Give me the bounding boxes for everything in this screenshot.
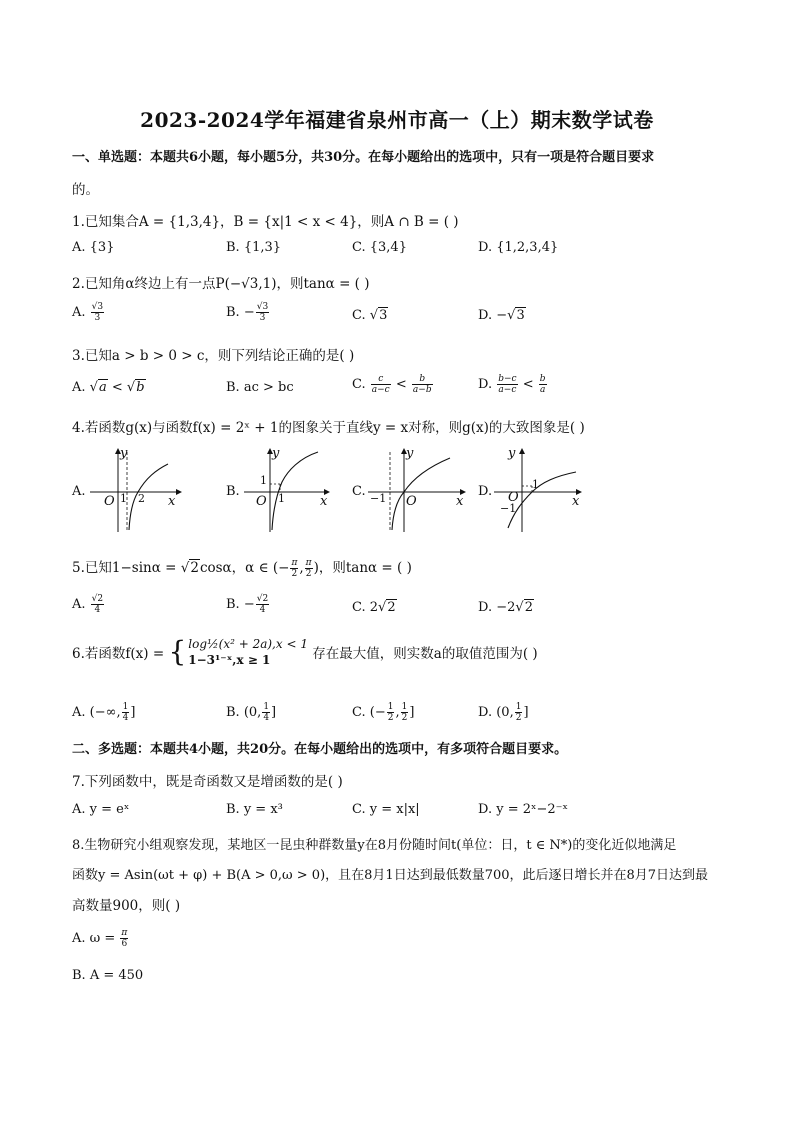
q6-d-frac bbox=[515, 702, 523, 723]
q4-d-tick-x1: 1 bbox=[532, 478, 539, 491]
q4-graph-c bbox=[352, 446, 472, 536]
q3-d-lt: < bbox=[522, 377, 534, 392]
q6-b-text: (0, bbox=[243, 705, 262, 720]
q2-a-fraction bbox=[91, 302, 104, 323]
q5-stem bbox=[72, 556, 412, 579]
q6-c-den1: 2 bbox=[387, 713, 394, 723]
q6-c-text: (− bbox=[369, 705, 386, 720]
q2-d-root: √3 bbox=[507, 308, 525, 323]
q3-c-label: C. bbox=[352, 377, 366, 392]
q8-line3: 高数量900，则( ) bbox=[72, 898, 181, 914]
q6-c-mid: , bbox=[395, 705, 400, 720]
q6-row1: log½(x² + 2a),x < 1 bbox=[188, 637, 308, 651]
q1-option-c: C. {3,4} bbox=[352, 240, 407, 255]
q6-b-num: 1 bbox=[263, 702, 270, 712]
q2-a-den: 3 bbox=[94, 313, 101, 323]
q7-option-a: A. y = eˣ bbox=[72, 802, 130, 817]
q4-c-tick1: −1 bbox=[370, 492, 387, 505]
section1-header-tail: 的。 bbox=[72, 182, 99, 198]
q6-c-frac2 bbox=[401, 702, 409, 723]
q3-option-c bbox=[352, 374, 434, 395]
q6-option-c bbox=[352, 702, 414, 723]
q6-c-end: ] bbox=[409, 705, 415, 720]
q2-b-num: √3 bbox=[256, 302, 269, 312]
q3-c-frac2 bbox=[412, 374, 433, 395]
q3-option-a bbox=[72, 380, 146, 395]
q7-stem: 7.下列函数中，既是奇函数又是增函数的是( ) bbox=[72, 774, 343, 790]
q4-d-y-arrow bbox=[519, 448, 525, 454]
q4-d-y-label: y bbox=[508, 446, 516, 461]
q3-d-label: D. bbox=[478, 377, 493, 392]
q3-c-lt: < bbox=[395, 377, 407, 392]
q5-c-label: C. bbox=[352, 600, 366, 615]
q3-d-n1: b−c bbox=[498, 374, 517, 384]
section2-header: 二、多选题：本题共4小题，共20分。在每小题给出的选项中，有多项符合题目要求。 bbox=[72, 742, 568, 757]
q4-graph-a-label: A. bbox=[72, 484, 86, 499]
q4-graph-b-svg bbox=[226, 446, 336, 536]
q5-d-coef: −2 bbox=[496, 600, 516, 615]
q2-c-root: √3 bbox=[369, 308, 388, 323]
q3-d-frac2 bbox=[539, 374, 547, 395]
q2-d-label: D. bbox=[478, 308, 493, 323]
q5-b-num: √2 bbox=[256, 594, 269, 604]
q4-c-x-label: x bbox=[456, 494, 464, 509]
q3-a-root2: √b bbox=[126, 380, 145, 395]
q6-a-text: (−∞, bbox=[89, 705, 121, 720]
q7-option-c: C. y = x|x| bbox=[352, 802, 420, 817]
q1-stem: 1.已知集合A = {1,3,4}，B = {x|1 < x < 4}，则A ∩ B = ( ) bbox=[72, 214, 459, 230]
q4-b-tick-x1: 1 bbox=[278, 492, 285, 505]
q5-c-coef: 2 bbox=[369, 600, 379, 615]
q5-a-label: A. bbox=[72, 597, 86, 612]
q6-stem-pre: 6.若函数f(x) = bbox=[72, 646, 165, 662]
q2-d-radicand: 3 bbox=[516, 308, 525, 323]
q5-stem-post: )，则tanα = ( ) bbox=[313, 560, 412, 576]
q4-graph-b-label: B. bbox=[226, 484, 240, 499]
q3-a-radicand2: b bbox=[136, 380, 145, 395]
q5-option-d bbox=[478, 600, 534, 615]
q2-stem: 2.已知角α终边上有一点P(−√3,1)，则tanα = ( ) bbox=[72, 276, 370, 292]
q6-a-frac bbox=[122, 702, 130, 723]
q4-a-tick2: 2 bbox=[138, 492, 145, 505]
q5-a-den: 4 bbox=[94, 605, 101, 615]
q4-graph-d-label: D. bbox=[478, 484, 493, 499]
q8-a-num: π bbox=[121, 928, 128, 938]
q6-row2: 1−3¹⁻ˣ,x ≥ 1 bbox=[188, 653, 271, 667]
q5-option-c bbox=[352, 600, 397, 615]
q2-option-b bbox=[226, 302, 270, 323]
q6-option-b bbox=[226, 702, 276, 723]
q2-d-sign: − bbox=[496, 308, 508, 323]
q6-stem-post: 存在最大值，则实数a的取值范围为( ) bbox=[312, 646, 538, 662]
q4-c-curve bbox=[392, 458, 450, 530]
q6-a-label: A. bbox=[72, 705, 86, 720]
q6-b-frac bbox=[262, 702, 270, 723]
q3-c-n1: c bbox=[371, 374, 391, 385]
q6-b-den: 4 bbox=[263, 713, 270, 723]
q6-d-label: D. bbox=[478, 705, 493, 720]
q1-option-d: D. {1,2,3,4} bbox=[478, 240, 559, 255]
q4-b-y-label: y bbox=[272, 446, 280, 461]
q3-a-radicand1: a bbox=[98, 380, 107, 395]
q3-d-d1: a−c bbox=[498, 385, 517, 395]
q6-b-end: ] bbox=[271, 705, 277, 720]
q8-option-b: B. A = 450 bbox=[72, 968, 144, 983]
section1-header: 一、单选题：本题共6小题，每小题5分，共30分。在每小题给出的选项中，只有一项是符合题目要求 bbox=[72, 150, 655, 165]
q8-line1: 8.生物研究小组观察发现，某地区一昆虫种群数量y在8月份随时间t(单位：日，t ∈ N*)的变化近似地满足 bbox=[72, 838, 677, 853]
q4-b-origin: O bbox=[256, 494, 267, 509]
q4-a-x-arrow bbox=[176, 489, 182, 495]
q6-piecewise bbox=[188, 636, 308, 668]
q6-d-end: ] bbox=[523, 705, 529, 720]
q6-c-frac1 bbox=[387, 702, 395, 723]
q8-a-den: 6 bbox=[121, 939, 128, 949]
q3-a-lt: < bbox=[111, 380, 123, 395]
q4-graph-b bbox=[226, 446, 336, 536]
q3-d-n2: b bbox=[539, 374, 546, 384]
q4-a-tick1: 1 bbox=[120, 492, 127, 505]
q5-stem-frac1 bbox=[290, 558, 298, 579]
q5-b-label: B. bbox=[226, 597, 240, 612]
q5-c-radicand: 2 bbox=[387, 600, 396, 615]
q5-stem-mid: cosα，α ∈ (− bbox=[199, 560, 290, 576]
q6-a-num: 1 bbox=[122, 702, 129, 712]
q2-c-radicand: 3 bbox=[379, 308, 388, 323]
q6-c-num1: 1 bbox=[387, 702, 394, 712]
q7-option-b: B. y = x³ bbox=[226, 802, 283, 817]
q2-a-label: A. bbox=[72, 305, 86, 320]
q5-comma: , bbox=[299, 560, 304, 576]
q6-b-label: B. bbox=[226, 705, 240, 720]
q6-c-num2: 1 bbox=[401, 702, 408, 712]
q6-a-den: 4 bbox=[122, 713, 129, 723]
q3-c-d2: a−b bbox=[412, 385, 432, 395]
q3-a-root1: √a bbox=[89, 380, 107, 395]
q8-line2: 函数y = Asin(ωt + φ) + B(A > 0,ω > 0)，且在8月1日达到最低数量700，此后逐日增长并在8月7日达到最 bbox=[72, 868, 709, 883]
q4-graph-d bbox=[478, 446, 588, 536]
q4-c-y-label: y bbox=[406, 446, 414, 461]
q5-f2d: 2 bbox=[305, 569, 312, 579]
q2-b-sign: − bbox=[243, 305, 255, 320]
q6-a-end: ] bbox=[130, 705, 136, 720]
q4-d-origin: O bbox=[508, 490, 519, 505]
q3-option-b: B. ac > bc bbox=[226, 380, 294, 395]
q8-a-label: A. ω = bbox=[72, 931, 116, 946]
q4-b-tick-y1: 1 bbox=[260, 474, 267, 487]
q2-a-num: √3 bbox=[91, 302, 104, 312]
q5-c-root: √2 bbox=[378, 600, 396, 615]
q4-a-origin: O bbox=[104, 494, 115, 509]
page-title: 2023-2024学年福建省泉州市高一（上）期末数学试卷 bbox=[140, 108, 654, 132]
q5-a-fraction bbox=[91, 594, 104, 615]
q3-c-frac1 bbox=[371, 374, 391, 395]
q3-d-frac1 bbox=[497, 374, 517, 395]
q3-stem: 3.已知a > b > 0 > c，则下列结论正确的是( ) bbox=[72, 348, 355, 364]
q6-d-den: 2 bbox=[515, 713, 522, 723]
q3-d-d2: a bbox=[539, 385, 546, 395]
q5-option-b bbox=[226, 594, 270, 615]
q2-b-fraction bbox=[256, 302, 269, 323]
q5-stem-radicand: 2 bbox=[190, 560, 199, 576]
q5-stem-pre: 5.已知1−sinα = bbox=[72, 560, 181, 576]
q4-graph-a bbox=[72, 446, 182, 536]
q3-c-d1: a−c bbox=[371, 385, 390, 395]
q6-c-label: C. bbox=[352, 705, 366, 720]
q4-graph-d-svg bbox=[478, 446, 588, 536]
q3-c-n2: b bbox=[412, 374, 433, 385]
q6-option-a bbox=[72, 702, 135, 723]
q5-option-a bbox=[72, 594, 105, 615]
q5-stem-root: √2 bbox=[180, 560, 199, 576]
q5-b-sign: − bbox=[243, 597, 255, 612]
q7-option-d: D. y = 2ˣ−2⁻ˣ bbox=[478, 802, 569, 817]
q5-b-den: 4 bbox=[259, 605, 266, 615]
q5-stem-frac2 bbox=[305, 558, 313, 579]
q6-d-text: (0, bbox=[496, 705, 514, 720]
q5-f1n: π bbox=[291, 558, 298, 568]
q1-option-a: A. {3} bbox=[72, 240, 115, 255]
q6-option-d bbox=[478, 702, 529, 723]
q6-brace: { bbox=[168, 635, 187, 668]
q4-graph-c-label: C. bbox=[352, 484, 366, 499]
q5-d-radicand: 2 bbox=[524, 600, 533, 615]
q2-option-c bbox=[352, 308, 388, 323]
q2-option-d bbox=[478, 308, 526, 323]
q4-a-y-label: y bbox=[120, 446, 128, 461]
q4-b-curve bbox=[272, 452, 318, 530]
q5-a-num: √2 bbox=[91, 594, 104, 604]
q5-b-fraction bbox=[256, 594, 269, 615]
q2-option-a bbox=[72, 302, 105, 323]
q5-d-label: D. bbox=[478, 600, 493, 615]
q2-b-label: B. bbox=[226, 305, 240, 320]
q6-c-den2: 2 bbox=[401, 713, 408, 723]
q8-a-frac bbox=[120, 928, 128, 949]
q2-c-label: C. bbox=[352, 308, 366, 323]
q4-b-x-label: x bbox=[320, 494, 328, 509]
q2-b-den: 3 bbox=[259, 313, 266, 323]
q4-a-curve bbox=[129, 464, 168, 530]
q3-option-d bbox=[478, 374, 548, 395]
q6-stem bbox=[72, 636, 538, 668]
q4-d-tick-y-neg1: −1 bbox=[500, 502, 517, 515]
q3-a-label: A. bbox=[72, 380, 86, 395]
q4-c-origin: O bbox=[406, 494, 417, 509]
q4-stem: 4.若函数g(x)与函数f(x) = 2ˣ + 1的图象关于直线y = x对称，则g(x)的大致图象是( ) bbox=[72, 420, 585, 436]
q4-d-x-label: x bbox=[572, 494, 580, 509]
q6-d-num: 1 bbox=[515, 702, 522, 712]
q8-option-a bbox=[72, 928, 129, 949]
q5-f1d: 2 bbox=[291, 569, 298, 579]
q4-a-x-label: x bbox=[168, 494, 176, 509]
q5-f2n: π bbox=[305, 558, 312, 568]
q5-d-root: √2 bbox=[515, 600, 533, 615]
q1-option-b: B. {1,3} bbox=[226, 240, 282, 255]
